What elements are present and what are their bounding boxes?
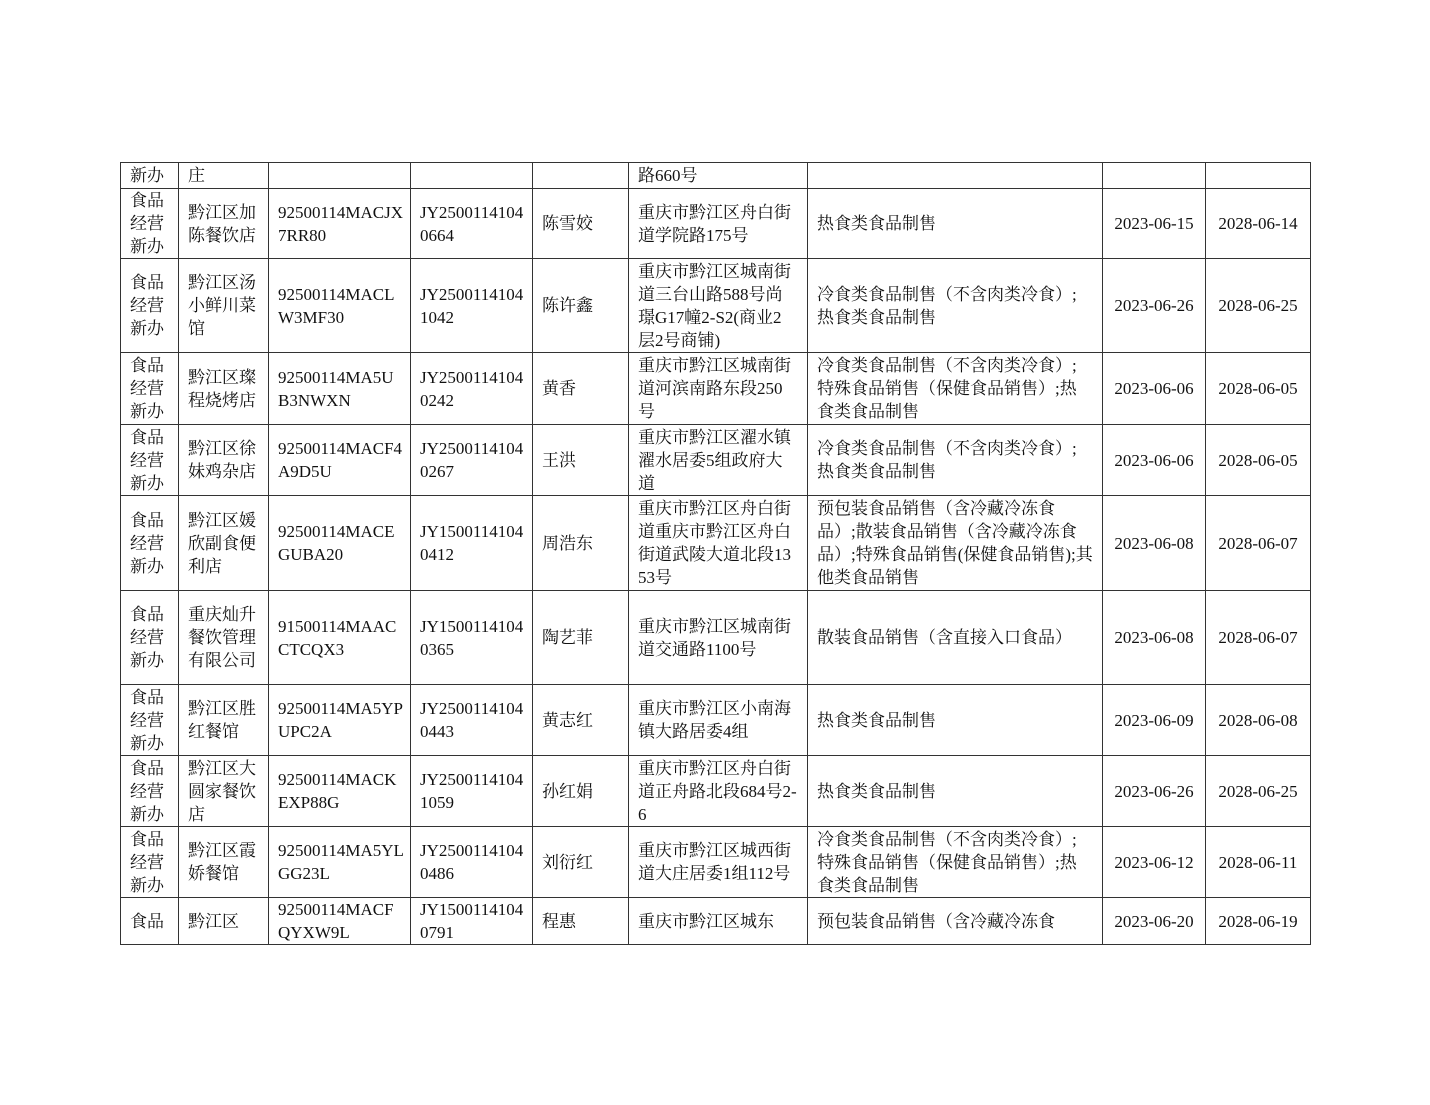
start-date-cell: 2023-06-26 (1103, 756, 1206, 827)
credit-code-cell (269, 163, 411, 189)
credit-code-cell: 92500114MA5YLGG23L (269, 827, 411, 898)
end-date-cell (1206, 163, 1311, 189)
person-cell: 陶艺菲 (533, 591, 629, 685)
person-cell: 刘衍红 (533, 827, 629, 898)
credit-code-cell: 92500114MACF4A9D5U (269, 425, 411, 496)
address-cell: 重庆市黔江区城南街道三台山路588号尚璟G17幢2-S2(商业2层2号商铺) (629, 259, 808, 353)
name-cell: 黔江区大圆家餐饮店 (179, 756, 269, 827)
end-date-cell: 2028-06-25 (1206, 259, 1311, 353)
scope-cell: 热食类食品制售 (808, 189, 1103, 259)
credit-code-cell: 92500114MACJX7RR80 (269, 189, 411, 259)
type-cell: 食品经营新办 (121, 353, 179, 425)
name-cell: 黔江区 (179, 898, 269, 945)
license-no-cell: JY15001141040365 (411, 591, 533, 685)
type-cell: 食品经营新办 (121, 259, 179, 353)
start-date-cell (1103, 163, 1206, 189)
license-no-cell: JY15001141040412 (411, 496, 533, 591)
license-no-cell: JY25001141040267 (411, 425, 533, 496)
start-date-cell: 2023-06-12 (1103, 827, 1206, 898)
type-cell: 食品经营新办 (121, 496, 179, 591)
end-date-cell: 2028-06-05 (1206, 353, 1311, 425)
credit-code-cell: 92500114MACKEXP88G (269, 756, 411, 827)
address-cell: 重庆市黔江区城西街道大庄居委1组112号 (629, 827, 808, 898)
table-row (121, 591, 1311, 685)
name-cell: 黔江区璨程烧烤店 (179, 353, 269, 425)
license-no-cell: JY15001141040791 (411, 898, 533, 945)
type-cell: 食品经营新办 (121, 756, 179, 827)
table-row (121, 685, 1311, 756)
table-row (121, 425, 1311, 496)
credit-code-cell: 92500114MACEGUBA20 (269, 496, 411, 591)
type-cell: 食品经营新办 (121, 685, 179, 756)
address-cell: 重庆市黔江区城东 (629, 898, 808, 945)
license-no-cell: JY25001141040443 (411, 685, 533, 756)
address-cell: 重庆市黔江区城南街道河滨南路东段250号 (629, 353, 808, 425)
end-date-cell: 2028-06-05 (1206, 425, 1311, 496)
start-date-cell: 2023-06-09 (1103, 685, 1206, 756)
license-no-cell: JY25001141041042 (411, 259, 533, 353)
name-cell: 黔江区胜红餐馆 (179, 685, 269, 756)
person-cell: 黄志红 (533, 685, 629, 756)
credit-code-cell: 92500114MA5YPUPC2A (269, 685, 411, 756)
address-cell: 重庆市黔江区濯水镇濯水居委5组政府大道 (629, 425, 808, 496)
type-cell: 食品 (121, 898, 179, 945)
name-cell: 黔江区徐妹鸡杂店 (179, 425, 269, 496)
person-cell: 孙红娟 (533, 756, 629, 827)
credit-code-cell: 92500114MACFQYXW9L (269, 898, 411, 945)
table-body (121, 163, 1311, 945)
credit-code-cell: 91500114MAACCTCQX3 (269, 591, 411, 685)
end-date-cell: 2028-06-14 (1206, 189, 1311, 259)
scope-cell: 散装食品销售（含直接入口食品） (808, 591, 1103, 685)
table-row (121, 496, 1311, 591)
scope-cell (808, 163, 1103, 189)
start-date-cell: 2023-06-20 (1103, 898, 1206, 945)
start-date-cell: 2023-06-26 (1103, 259, 1206, 353)
start-date-cell: 2023-06-08 (1103, 496, 1206, 591)
license-no-cell: JY25001141040486 (411, 827, 533, 898)
name-cell: 黔江区汤小鲜川菜馆 (179, 259, 269, 353)
end-date-cell: 2028-06-25 (1206, 756, 1311, 827)
type-cell: 新办 (121, 163, 179, 189)
name-cell: 庄 (179, 163, 269, 189)
table-row (121, 353, 1311, 425)
type-cell: 食品经营新办 (121, 591, 179, 685)
scope-cell: 冷食类食品制售（不含肉类冷食）;特殊食品销售（保健食品销售）;热食类食品制售 (808, 353, 1103, 425)
address-cell: 重庆市黔江区舟白街道正舟路北段684号2-6 (629, 756, 808, 827)
type-cell: 食品经营新办 (121, 827, 179, 898)
start-date-cell: 2023-06-15 (1103, 189, 1206, 259)
type-cell: 食品经营新办 (121, 425, 179, 496)
person-cell: 程惠 (533, 898, 629, 945)
table-row (121, 827, 1311, 898)
table-row (121, 756, 1311, 827)
name-cell: 黔江区媛欣副食便利店 (179, 496, 269, 591)
scope-cell: 热食类食品制售 (808, 756, 1103, 827)
person-cell: 王洪 (533, 425, 629, 496)
scope-cell: 预包装食品销售（含冷藏冷冻食 (808, 898, 1103, 945)
credit-code-cell: 92500114MA5UB3NWXN (269, 353, 411, 425)
name-cell: 重庆灿升餐饮管理有限公司 (179, 591, 269, 685)
address-cell: 重庆市黔江区城南街道交通路1100号 (629, 591, 808, 685)
name-cell: 黔江区霞娇餐馆 (179, 827, 269, 898)
type-cell: 食品经营新办 (121, 189, 179, 259)
table-row (121, 163, 1311, 189)
license-table (120, 162, 1311, 945)
end-date-cell: 2028-06-07 (1206, 496, 1311, 591)
table-row (121, 898, 1311, 945)
credit-code-cell: 92500114MACLW3MF30 (269, 259, 411, 353)
table-row (121, 259, 1311, 353)
address-cell: 路660号 (629, 163, 808, 189)
license-no-cell (411, 163, 533, 189)
person-cell: 陈许鑫 (533, 259, 629, 353)
person-cell: 陈雪姣 (533, 189, 629, 259)
name-cell: 黔江区加陈餐饮店 (179, 189, 269, 259)
scope-cell: 冷食类食品制售（不含肉类冷食）;特殊食品销售（保健食品销售）;热食类食品制售 (808, 827, 1103, 898)
scope-cell: 冷食类食品制售（不含肉类冷食）;热食类食品制售 (808, 425, 1103, 496)
end-date-cell: 2028-06-19 (1206, 898, 1311, 945)
end-date-cell: 2028-06-11 (1206, 827, 1311, 898)
address-cell: 重庆市黔江区舟白街道重庆市黔江区舟白街道武陵大道北段1353号 (629, 496, 808, 591)
start-date-cell: 2023-06-08 (1103, 591, 1206, 685)
license-no-cell: JY25001141040242 (411, 353, 533, 425)
person-cell (533, 163, 629, 189)
end-date-cell: 2028-06-07 (1206, 591, 1311, 685)
table-row (121, 189, 1311, 259)
scope-cell: 预包装食品销售（含冷藏冷冻食品）;散装食品销售（含冷藏冷冻食品）;特殊食品销售(保健食品销售);其他类食品销售 (808, 496, 1103, 591)
license-no-cell: JY25001141040664 (411, 189, 533, 259)
person-cell: 黄香 (533, 353, 629, 425)
start-date-cell: 2023-06-06 (1103, 353, 1206, 425)
license-no-cell: JY25001141041059 (411, 756, 533, 827)
scope-cell: 冷食类食品制售（不含肉类冷食）;热食类食品制售 (808, 259, 1103, 353)
end-date-cell: 2028-06-08 (1206, 685, 1311, 756)
scope-cell: 热食类食品制售 (808, 685, 1103, 756)
address-cell: 重庆市黔江区舟白街道学院路175号 (629, 189, 808, 259)
person-cell: 周浩东 (533, 496, 629, 591)
start-date-cell: 2023-06-06 (1103, 425, 1206, 496)
address-cell: 重庆市黔江区小南海镇大路居委4组 (629, 685, 808, 756)
